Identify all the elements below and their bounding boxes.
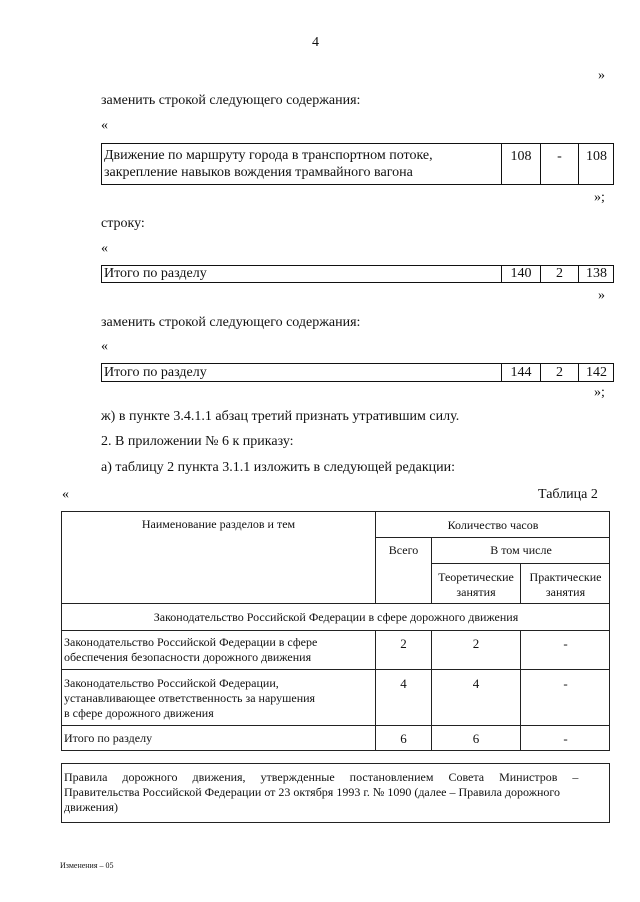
page-number: 4 <box>312 35 319 50</box>
header-theory-line2: занятия <box>456 585 496 599</box>
rules-line2: Правительства Российской Федерации от 23 октября 1993 г. № 1090 (далее – Правила дорожного <box>64 785 561 799</box>
section-title: Законодательство Российской Федерации в сфере дорожного движения <box>153 610 519 624</box>
row-name-line1: Итого по разделу <box>64 731 153 745</box>
rules-line1: Правила дорожного движения, утвержденные постановлением Совета Министров – <box>64 770 579 784</box>
paragraph-a: а) таблицу 2 пункта 3.1.1 изложить в следующей редакции: <box>101 460 455 475</box>
replace-instruction: заменить строкой следующего содержания: <box>101 93 361 108</box>
row-practice: - <box>563 636 568 651</box>
movement-value-2: - <box>557 149 562 164</box>
row-theory: 6 <box>472 731 480 746</box>
total-new-value-1: 144 <box>510 365 532 380</box>
total-new-name: Итого по разделу <box>104 365 207 380</box>
header-including: В том числе <box>490 543 552 557</box>
header-practice-line1: Практические <box>529 570 602 584</box>
row-total: 2 <box>400 636 407 651</box>
opening-quote: « <box>101 118 108 133</box>
row-total: 6 <box>400 731 407 746</box>
table-caption: Таблица 2 <box>538 487 598 502</box>
replace-instruction: заменить строкой следующего содержания: <box>101 315 361 330</box>
movement-name-line1: Движение по маршруту города в транспортном потоке, <box>104 148 433 163</box>
row-practice: - <box>563 731 568 746</box>
row-practice: - <box>563 676 568 691</box>
total-old-value-2: 2 <box>556 266 563 281</box>
row-theory: 2 <box>472 636 480 651</box>
total-old-name: Итого по разделу <box>104 266 207 281</box>
total-old-value-1: 140 <box>510 266 532 281</box>
header-practice-line2: занятия <box>545 585 586 599</box>
footer-note: Изменения – 05 <box>60 861 114 870</box>
row-theory: 4 <box>472 676 480 691</box>
opening-quote: « <box>101 241 108 256</box>
closing-quote-semicolon: »; <box>594 385 605 400</box>
rules-line3: движения) <box>64 800 119 814</box>
row-total: 4 <box>400 676 407 691</box>
row-name-line3: в сфере дорожного движения <box>64 706 214 720</box>
opening-quote: « <box>62 487 69 502</box>
stroku-label: строку: <box>101 216 145 231</box>
row-name-line1: Законодательство Российской Федерации, <box>64 676 279 690</box>
row-name-line2: устанавливающее ответственность за нарушения <box>64 691 316 705</box>
total-new-value-2: 2 <box>556 365 563 380</box>
movement-value-1: 108 <box>510 149 532 164</box>
total-old-value-3: 138 <box>586 266 607 281</box>
row-name-line1: Законодательство Российской Федерации в сфере <box>64 635 318 649</box>
header-total: Всего <box>388 543 419 557</box>
closing-quote-semicolon: »; <box>594 190 605 205</box>
movement-name-line2: закрепление навыков вождения трамвайного вагона <box>104 165 413 180</box>
paragraph-zh: ж) в пункте 3.4.1.1 абзац третий признать утратившим силу. <box>101 409 460 424</box>
paragraph-2: 2. В приложении № 6 к приказу: <box>101 434 294 449</box>
closing-quote: » <box>598 288 605 303</box>
row-name-line2: обеспечения безопасности дорожного движения <box>64 650 312 664</box>
header-theory-line1: Теоретические <box>438 570 514 584</box>
header-name: Наименование разделов и тем <box>141 517 296 531</box>
total-new-value-3: 142 <box>586 365 607 380</box>
closing-quote: » <box>598 68 605 83</box>
movement-value-3: 108 <box>586 149 607 164</box>
header-hours: Количество часов <box>447 518 539 532</box>
opening-quote: « <box>101 339 108 354</box>
